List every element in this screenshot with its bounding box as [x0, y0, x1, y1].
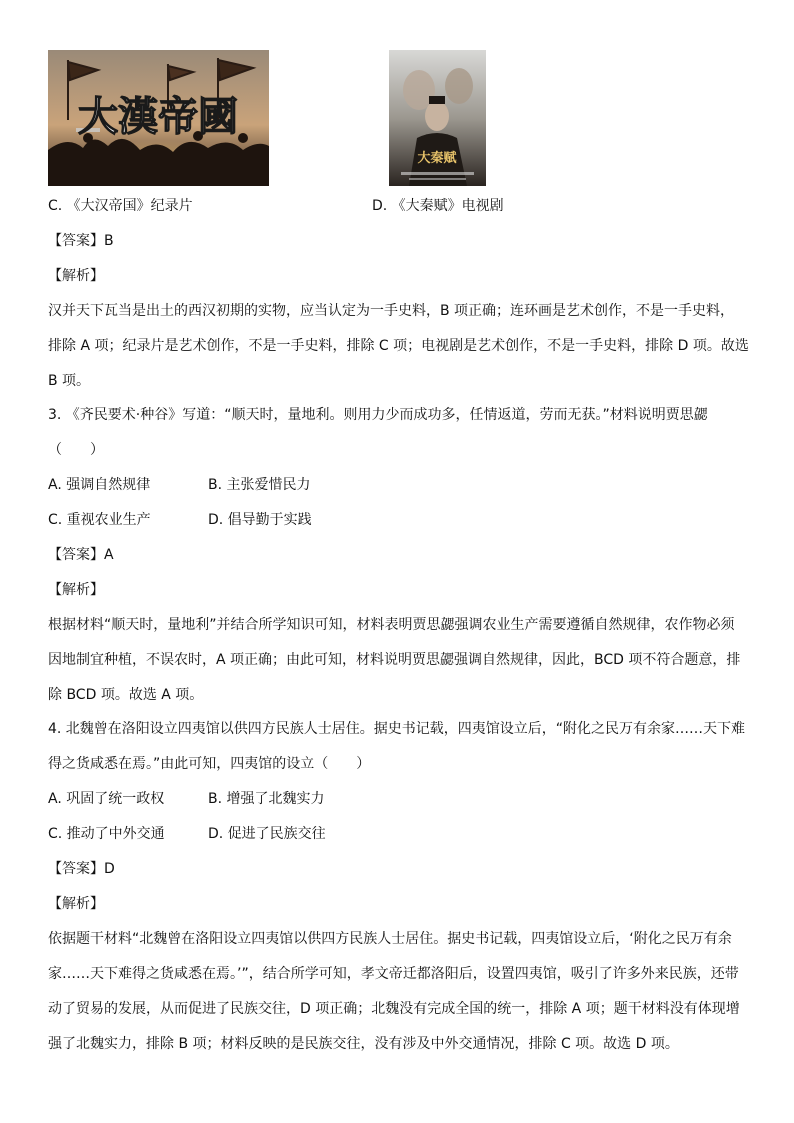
q4-option-c: C. 推动了中外交通 — [48, 826, 165, 842]
q2-analysis-label: 【解析】 — [48, 268, 104, 284]
q3-analysis-line: 因地制宜种植，不误农时，A 项正确；由此可知，材料说明贾思勰强调自然规律，因此，BCD 项不符合题意，排 — [48, 652, 741, 668]
q3-option-d: D. 倡导勤于实践 — [208, 512, 312, 528]
documentary-scene-illustration — [48, 50, 269, 186]
q2-analysis-line: 排除 A 项；纪录片是艺术创作，不是一手史料，排除 C 项；电视剧是艺术创作，不是一手史料，排除 D 项。故选 — [48, 338, 749, 354]
q4-answer: 【答案】D — [48, 861, 115, 877]
q2-option-d: D. 《大秦赋》电视剧 — [372, 198, 504, 214]
q3-answer: 【答案】A — [48, 547, 114, 563]
q4-option-b: B. 增强了北魏实力 — [208, 791, 325, 807]
q4-analysis-line: 动了贸易的发展，从而促进了民族交往，D 项正确；北魏没有完成全国的统一，排除 A 项；题干材料没有体现增 — [48, 1001, 740, 1017]
q4-stem-line: 得之货咸悉在焉。”由此可知，四夷馆的设立（ ） — [48, 756, 371, 772]
q3-analysis-line: 除 BCD 项。故选 A 项。 — [48, 687, 204, 703]
q3-analysis-label: 【解析】 — [48, 582, 104, 598]
q3-option-c: C. 重视农业生产 — [48, 512, 151, 528]
q3-analysis-line: 根据材料“顺天时，量地利”并结合所学知识可知，材料表明贾思勰强调农业生产需要遵循自然规律，农作物必须 — [48, 617, 735, 633]
q4-analysis-line: 依据题干材料“北魏曾在洛阳设立四夷馆以供四方民族人士居住。据史书记载，四夷馆设立后，‘附化之民万有余 — [48, 931, 732, 947]
documentary-image — [48, 50, 269, 186]
q2-option-c: C. 《大汉帝国》纪录片 — [48, 198, 193, 214]
q3-option-b: B. 主张爱惜民力 — [208, 477, 311, 493]
q3-stem-line: （ ） — [48, 442, 104, 458]
q4-analysis-line: 家……天下难得之货咸悉在焉。’”，结合所学可知，孝文帝迁都洛阳后，设置四夷馆，吸引了许多外来民族，还带 — [48, 966, 739, 982]
q4-option-a: A. 巩固了统一政权 — [48, 791, 165, 807]
q4-analysis-label: 【解析】 — [48, 896, 104, 912]
q4-analysis-line: 强了北魏实力，排除 B 项；材料反映的是民族交往，没有涉及中外交通情况，排除 C 项。故选 D 项。 — [48, 1036, 679, 1052]
q2-analysis-line: B 项。 — [48, 373, 91, 389]
q4-stem-line: 4. 北魏曾在洛阳设立四夷馆以供四方民族人士居住。据史书记载，四夷馆设立后，“附化之民万有余家……天下难 — [48, 721, 746, 737]
poster-title-text: 大秦赋 — [417, 151, 457, 166]
q4-option-d: D. 促进了民族交往 — [208, 826, 326, 842]
tv-drama-poster-image — [389, 50, 486, 186]
q2-answer: 【答案】B — [48, 233, 114, 249]
q3-option-a: A. 强调自然规律 — [48, 477, 151, 493]
q3-stem-line: 3. 《齐民要术·种谷》写道：“顺天时，量地利。则用力少而成功多，任情返道，劳而无获。”材料说明贾思勰 — [48, 407, 708, 423]
documentary-title-text: 大漢帝國 — [78, 93, 238, 140]
q2-analysis-line: 汉并天下瓦当是出土的西汉初期的实物，应当认定为一手史料，B 项正确；连环画是艺术创作，不是一手史料， — [48, 303, 735, 319]
poster-illustration — [389, 50, 486, 186]
